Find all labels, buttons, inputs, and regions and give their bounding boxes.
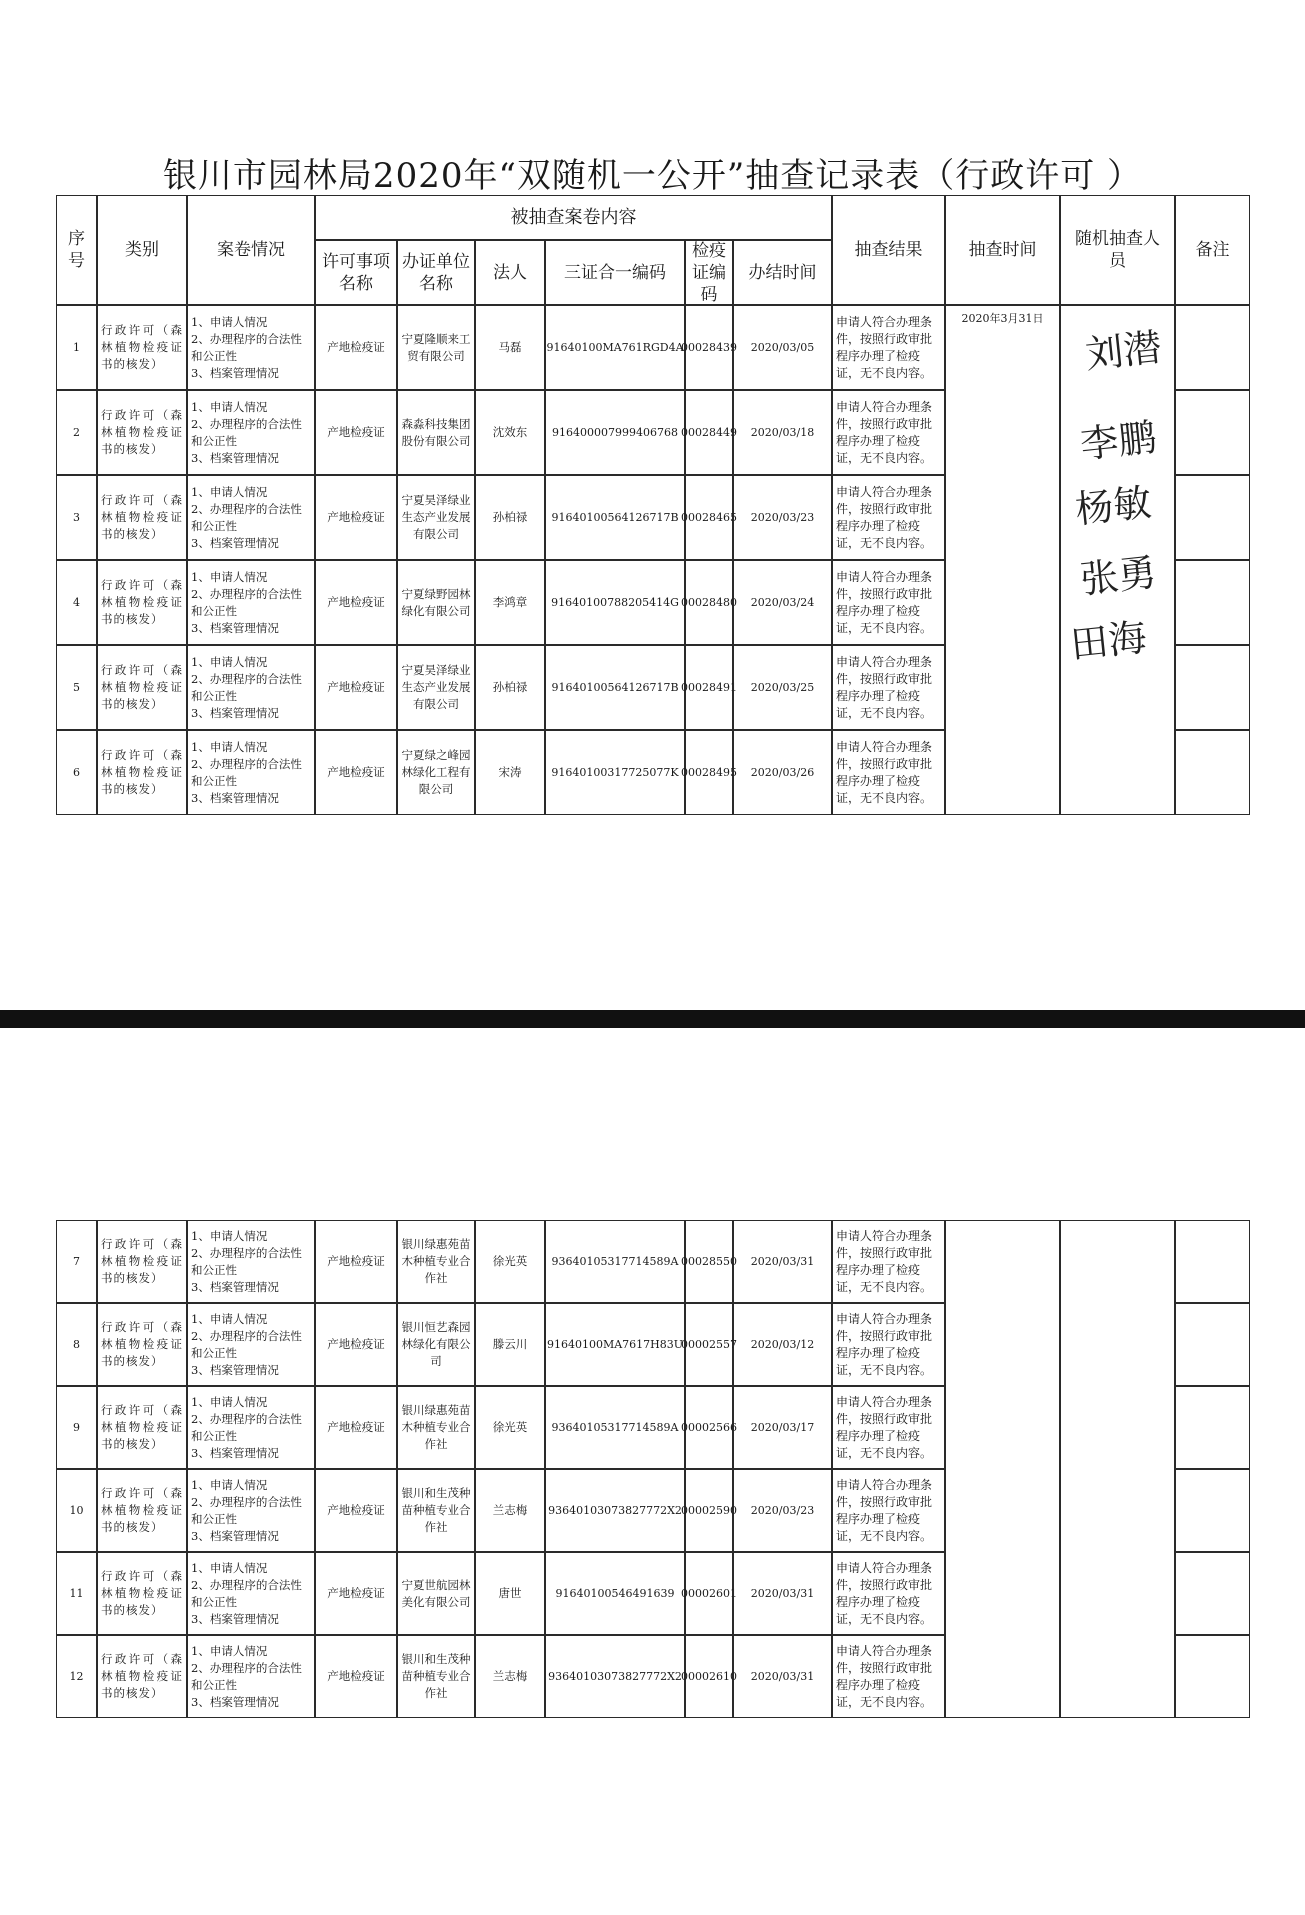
row-dossier: 1、申请人情况 2、办理程序的合法性和公正性 3、档案管理情况 (187, 560, 315, 645)
row-result: 申请人符合办理条件，按照行政审批程序办理了检疫证，无不良内容。 (832, 1303, 945, 1386)
header-dossier: 案卷情况 (187, 195, 315, 305)
row-unit-name: 银川和生茂种苗种植专业合作社 (397, 1635, 475, 1718)
row-index: 12 (56, 1635, 97, 1718)
row-unit-name: 银川绿惠苑苗木种植专业合作社 (397, 1386, 475, 1469)
row-remarks (1175, 1386, 1250, 1469)
row-index: 6 (56, 730, 97, 815)
row-legal-person: 徐光英 (475, 1386, 545, 1469)
inspector-signature: 刘潜 (1083, 325, 1164, 377)
header-category: 类别 (97, 195, 187, 305)
row-dossier: 1、申请人情况 2、办理程序的合法性和公正性 3、档案管理情况 (187, 1635, 315, 1718)
row-legal-person: 马磊 (475, 305, 545, 390)
row-credit-code: 93640103073827772X2 (545, 1469, 685, 1552)
row-dossier: 1、申请人情况 2、办理程序的合法性和公正性 3、档案管理情况 (187, 1386, 315, 1469)
row-dossier: 1、申请人情况 2、办理程序的合法性和公正性 3、档案管理情况 (187, 1220, 315, 1303)
row-category: 行政许可（森林植物检疫证书的核发） (97, 475, 187, 560)
row-result: 申请人符合办理条件，按照行政审批程序办理了检疫证，无不良内容。 (832, 1469, 945, 1552)
row-credit-code: 91640100564126717B (545, 645, 685, 730)
header-result: 抽查结果 (832, 195, 945, 305)
row-cert-no: 00002557 (685, 1303, 733, 1386)
check-date: 2020年3月31日 (945, 305, 1060, 815)
row-category: 行政许可（森林植物检疫证书的核发） (97, 1552, 187, 1635)
row-remarks (1175, 305, 1250, 390)
row-category: 行政许可（森林植物检疫证书的核发） (97, 1303, 187, 1386)
page-two (0, 1028, 1305, 1915)
row-permit-name: 产地检疫证 (315, 645, 397, 730)
row-cert-no: 00028495 (685, 730, 733, 815)
row-cert-no: 00028465 (685, 475, 733, 560)
row-legal-person: 宋涛 (475, 730, 545, 815)
row-permit-name: 产地检疫证 (315, 1303, 397, 1386)
row-index: 8 (56, 1303, 97, 1386)
row-dossier: 1、申请人情况 2、办理程序的合法性和公正性 3、档案管理情况 (187, 390, 315, 475)
row-done-time: 2020/03/12 (733, 1303, 832, 1386)
row-credit-code: 91640100MA7617H83U (545, 1303, 685, 1386)
row-index: 3 (56, 475, 97, 560)
row-cert-no: 00028480 (685, 560, 733, 645)
row-credit-code: 91640100MA761RGD4A (545, 305, 685, 390)
row-remarks (1175, 475, 1250, 560)
header-legal-person: 法人 (475, 240, 545, 305)
row-category: 行政许可（森林植物检疫证书的核发） (97, 560, 187, 645)
row-done-time: 2020/03/26 (733, 730, 832, 815)
row-permit-name: 产地检疫证 (315, 1635, 397, 1718)
row-remarks (1175, 645, 1250, 730)
row-dossier: 1、申请人情况 2、办理程序的合法性和公正性 3、档案管理情况 (187, 645, 315, 730)
row-category: 行政许可（森林植物检疫证书的核发） (97, 645, 187, 730)
row-permit-name: 产地检疫证 (315, 390, 397, 475)
header-unit-name: 办证单位 名称 (397, 240, 475, 305)
row-dossier: 1、申请人情况 2、办理程序的合法性和公正性 3、档案管理情况 (187, 1552, 315, 1635)
row-permit-name: 产地检疫证 (315, 560, 397, 645)
row-unit-name: 森淼科技集团股份有限公司 (397, 390, 475, 475)
row-cert-no: 00002610 (685, 1635, 733, 1718)
row-permit-name: 产地检疫证 (315, 730, 397, 815)
row-legal-person: 孙柏禄 (475, 645, 545, 730)
header-inspectors: 随机抽查人 员 (1060, 195, 1175, 305)
row-done-time: 2020/03/31 (733, 1220, 832, 1303)
row-unit-name: 宁夏绿野园林绿化有限公司 (397, 560, 475, 645)
row-cert-no: 00028439 (685, 305, 733, 390)
row-credit-code: 93640105317714589A (545, 1220, 685, 1303)
row-remarks (1175, 390, 1250, 475)
row-permit-name: 产地检疫证 (315, 1220, 397, 1303)
row-remarks (1175, 1303, 1250, 1386)
row-result: 申请人符合办理条件，按照行政审批程序办理了检疫证，无不良内容。 (832, 475, 945, 560)
row-result: 申请人符合办理条件，按照行政审批程序办理了检疫证，无不良内容。 (832, 1635, 945, 1718)
row-credit-code: 916400007999406768 (545, 390, 685, 475)
row-index: 5 (56, 645, 97, 730)
header-permit-name: 许可事项 名称 (315, 240, 397, 305)
row-remarks (1175, 1635, 1250, 1718)
row-done-time: 2020/03/23 (733, 475, 832, 560)
document-title: 银川市园林局2020年“双随机一公开”抽查记录表（行政许可 ） (162, 156, 1143, 196)
header-group: 被抽查案卷内容 (315, 195, 832, 240)
row-category: 行政许可（森林植物检疫证书的核发） (97, 1386, 187, 1469)
header-cert-no: 检疫 证编 码 (685, 240, 733, 305)
row-dossier: 1、申请人情况 2、办理程序的合法性和公正性 3、档案管理情况 (187, 305, 315, 390)
row-dossier: 1、申请人情况 2、办理程序的合法性和公正性 3、档案管理情况 (187, 1469, 315, 1552)
row-legal-person: 徐光英 (475, 1220, 545, 1303)
row-result: 申请人符合办理条件，按照行政审批程序办理了检疫证，无不良内容。 (832, 1220, 945, 1303)
row-legal-person: 李鸿章 (475, 560, 545, 645)
header-done-time: 办结时间 (733, 240, 832, 305)
row-index: 10 (56, 1469, 97, 1552)
row-remarks (1175, 730, 1250, 815)
row-index: 9 (56, 1386, 97, 1469)
header-credit-code: 三证合一编码 (545, 240, 685, 305)
row-done-time: 2020/03/17 (733, 1386, 832, 1469)
inspector-signature: 张勇 (1078, 550, 1159, 602)
row-permit-name: 产地检疫证 (315, 475, 397, 560)
header-index: 序 号 (56, 195, 97, 305)
row-index: 2 (56, 390, 97, 475)
row-result: 申请人符合办理条件，按照行政审批程序办理了检疫证，无不良内容。 (832, 1552, 945, 1635)
row-permit-name: 产地检疫证 (315, 305, 397, 390)
row-done-time: 2020/03/23 (733, 1469, 832, 1552)
row-done-time: 2020/03/25 (733, 645, 832, 730)
row-unit-name: 宁夏绿之峰园林绿化工程有限公司 (397, 730, 475, 815)
row-done-time: 2020/03/24 (733, 560, 832, 645)
row-credit-code: 91640100788205414G (545, 560, 685, 645)
row-cert-no: 00028491 (685, 645, 733, 730)
row-result: 申请人符合办理条件，按照行政审批程序办理了检疫证，无不良内容。 (832, 305, 945, 390)
row-unit-name: 银川恒艺森园林绿化有限公司 (397, 1303, 475, 1386)
row-cert-no: 00028449 (685, 390, 733, 475)
inspector-signature: 杨敏 (1073, 480, 1154, 532)
inspector-signature: 李鹏 (1078, 415, 1159, 467)
row-index: 7 (56, 1220, 97, 1303)
row-remarks (1175, 560, 1250, 645)
row-unit-name: 银川和生茂种苗种植专业合作社 (397, 1469, 475, 1552)
row-cert-no: 00028550 (685, 1220, 733, 1303)
row-index: 11 (56, 1552, 97, 1635)
row-unit-name: 银川绿惠苑苗木种植专业合作社 (397, 1220, 475, 1303)
row-unit-name: 宁夏世航园林美化有限公司 (397, 1552, 475, 1635)
header-remarks: 备注 (1175, 195, 1250, 305)
row-done-time: 2020/03/18 (733, 390, 832, 475)
row-permit-name: 产地检疫证 (315, 1469, 397, 1552)
row-done-time: 2020/03/05 (733, 305, 832, 390)
row-legal-person: 兰志梅 (475, 1635, 545, 1718)
row-credit-code: 93640105317714589A (545, 1386, 685, 1469)
row-dossier: 1、申请人情况 2、办理程序的合法性和公正性 3、档案管理情况 (187, 1303, 315, 1386)
row-credit-code: 91640100564126717B (545, 475, 685, 560)
row-category: 行政许可（森林植物检疫证书的核发） (97, 1469, 187, 1552)
row-done-time: 2020/03/31 (733, 1552, 832, 1635)
row-result: 申请人符合办理条件，按照行政审批程序办理了检疫证，无不良内容。 (832, 730, 945, 815)
row-unit-name: 宁夏隆顺来工贸有限公司 (397, 305, 475, 390)
row-remarks (1175, 1220, 1250, 1303)
header-check-time: 抽查时间 (945, 195, 1060, 305)
inspector-signature: 田海 (1068, 615, 1149, 667)
row-category: 行政许可（森林植物检疫证书的核发） (97, 1220, 187, 1303)
row-credit-code: 93640103073827772X2 (545, 1635, 685, 1718)
row-cert-no: 00002566 (685, 1386, 733, 1469)
row-result: 申请人符合办理条件，按照行政审批程序办理了检疫证，无不良内容。 (832, 645, 945, 730)
row-category: 行政许可（森林植物检疫证书的核发） (97, 730, 187, 815)
row-done-time: 2020/03/31 (733, 1635, 832, 1718)
row-legal-person: 孙柏禄 (475, 475, 545, 560)
row-permit-name: 产地检疫证 (315, 1552, 397, 1635)
row-index: 4 (56, 560, 97, 645)
row-legal-person: 滕云川 (475, 1303, 545, 1386)
row-category: 行政许可（森林植物检疫证书的核发） (97, 390, 187, 475)
row-cert-no: 00002601 (685, 1552, 733, 1635)
row-unit-name: 宁夏昊泽绿业生态产业发展有限公司 (397, 645, 475, 730)
row-remarks (1175, 1552, 1250, 1635)
row-legal-person: 沈效东 (475, 390, 545, 475)
row-cert-no: 00002590 (685, 1469, 733, 1552)
row-result: 申请人符合办理条件，按照行政审批程序办理了检疫证，无不良内容。 (832, 390, 945, 475)
check-time-cell-2 (945, 1220, 1060, 1718)
row-remarks (1175, 1469, 1250, 1552)
row-legal-person: 唐世 (475, 1552, 545, 1635)
row-category: 行政许可（森林植物检疫证书的核发） (97, 305, 187, 390)
row-credit-code: 91640100546491639 (545, 1552, 685, 1635)
page-divider (0, 1010, 1305, 1028)
row-result: 申请人符合办理条件，按照行政审批程序办理了检疫证，无不良内容。 (832, 560, 945, 645)
row-category: 行政许可（森林植物检疫证书的核发） (97, 1635, 187, 1718)
row-unit-name: 宁夏昊泽绿业生态产业发展有限公司 (397, 475, 475, 560)
row-dossier: 1、申请人情况 2、办理程序的合法性和公正性 3、档案管理情况 (187, 475, 315, 560)
row-result: 申请人符合办理条件，按照行政审批程序办理了检疫证，无不良内容。 (832, 1386, 945, 1469)
row-permit-name: 产地检疫证 (315, 1386, 397, 1469)
row-credit-code: 91640100317725077K (545, 730, 685, 815)
row-dossier: 1、申请人情况 2、办理程序的合法性和公正性 3、档案管理情况 (187, 730, 315, 815)
row-legal-person: 兰志梅 (475, 1469, 545, 1552)
row-index: 1 (56, 305, 97, 390)
inspectors-cell-2 (1060, 1220, 1175, 1718)
